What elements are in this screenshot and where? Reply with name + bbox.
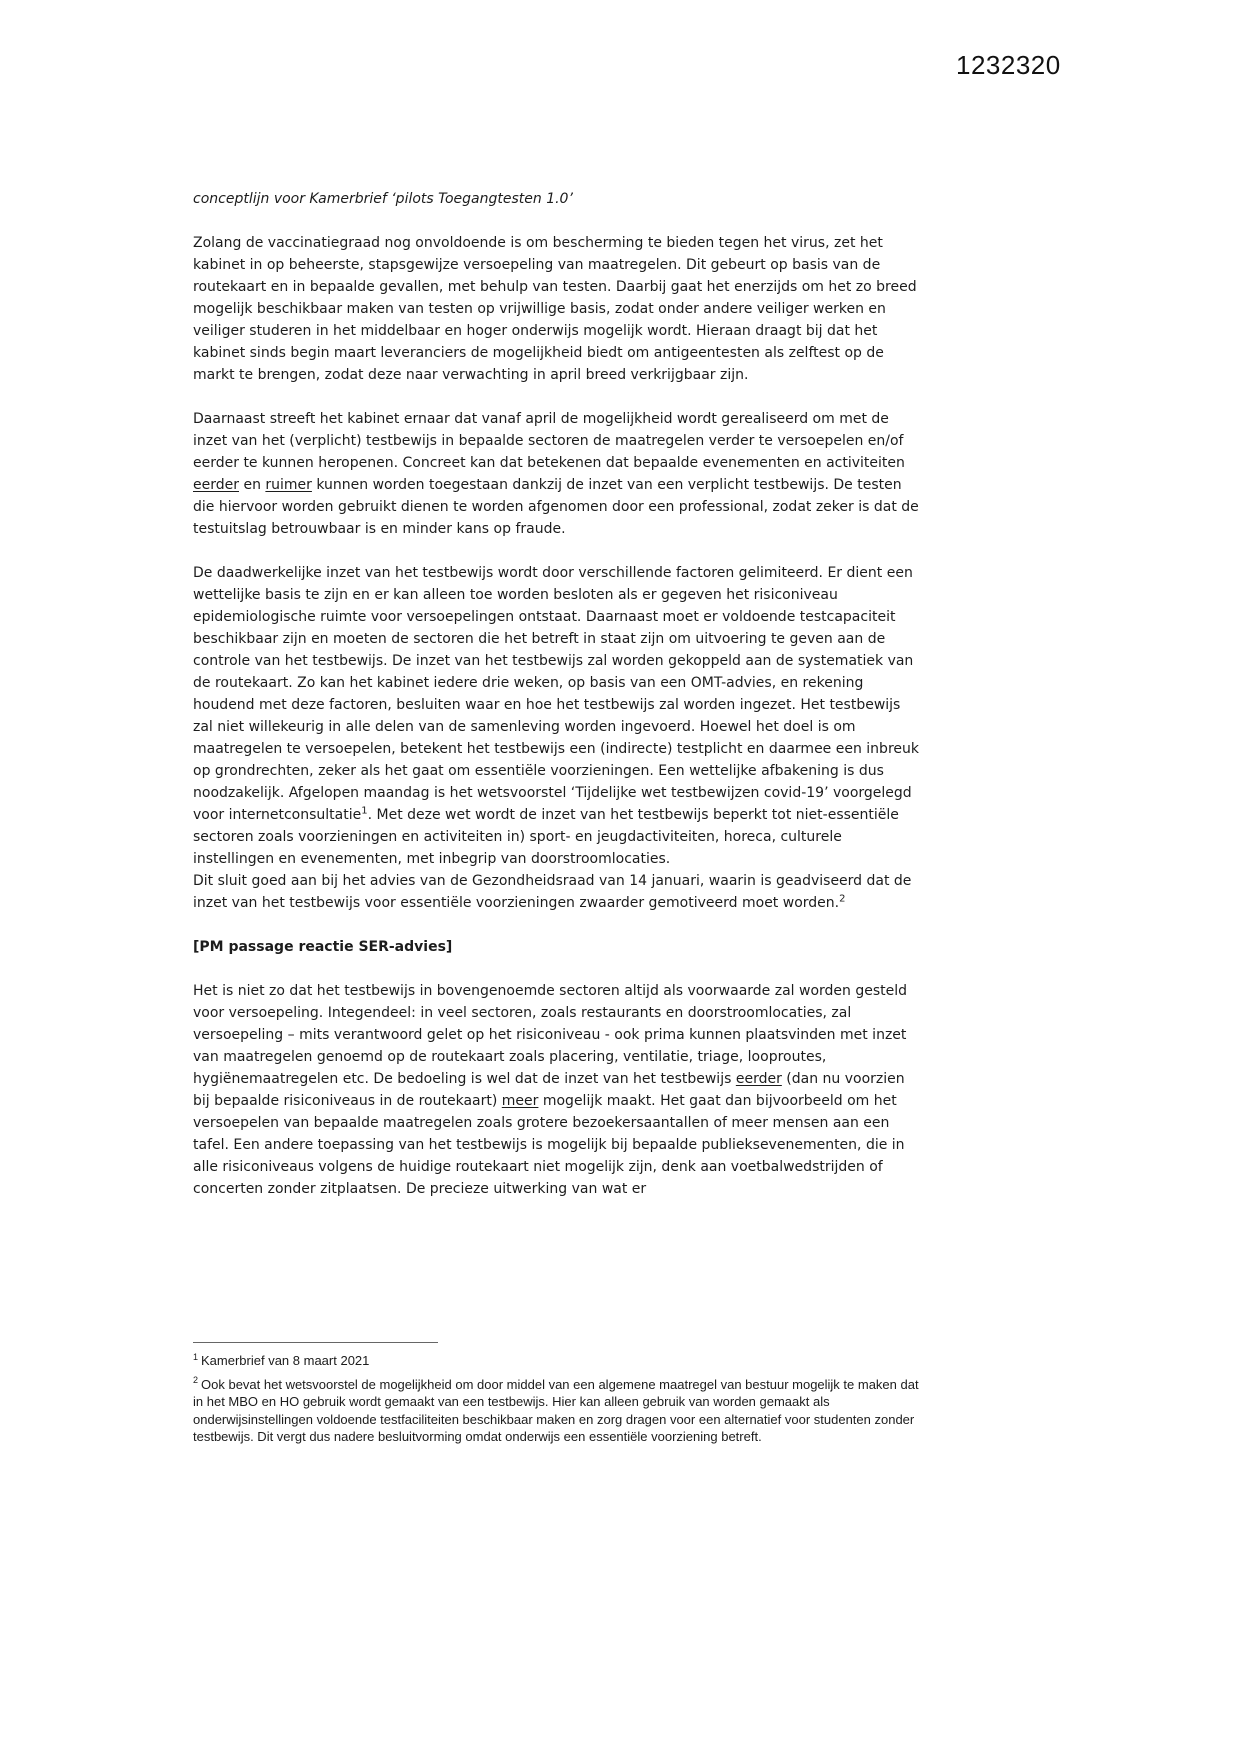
footnote-separator [193,1342,438,1343]
footnotes [193,1342,923,1452]
footnote [193,1376,923,1446]
paragraph: Zolang de vaccinatiegraad nog onvoldoende is om bescherming te bieden tegen het virus, zet het kabinet in op beheerste, stapsgewijze versoepeling van maatregelen. Dit gebeurt op basis van de routekaart en in bepaalde gevallen, met behulp van testen. Daarbij gaat het enerzijds om het zo breed mogelijk beschikbaar maken van testen op vrijwillige basis, zodat onder andere veiliger werken en veiliger studeren in het middelbaar en hoger onderwijs mogelijk wordt. Hieraan draagt bij dat het kabinet sinds begin maart leveranciers de mogelijkheid biedt om antigeentesten als zelftest op de markt te brengen, zodat deze naar verwachting in april breed verkrijgbaar zijn. [193,235,917,383]
paragraph: Daarnaast streeft het kabinet ernaar dat vanaf april de mogelijkheid wordt gerealiseerd om met de inzet van het (verplicht) testbewijs in bepaalde sectoren de maatregelen verder te versoepelen en/of eerder te kunnen heropenen. Concreet kan dat betekenen dat bepaalde evenementen en activiteiten eerder en ruimer kunnen worden toegestaan dankzij de inzet van een verplicht testbewijs. De testen die hiervoor worden gebruikt dienen te worden afgenomen door een professional, zodat zeker is dat de testuitslag betrouwbaar is en minder kans op fraude. [193,411,919,537]
footnote-reference: 1 [361,805,368,817]
paragraph: Dit sluit goed aan bij het advies van de Gezondheidsraad van 14 januari, waarin is geadviseerd dat de inzet van het testbewijs voor essentiële voorzieningen zwaarder gemotiveerd moet worden.$^2$ [193,873,912,911]
document-number: 1232320 [956,50,1061,80]
footnote-mark: 1 [193,1351,199,1362]
footnote-text: Ook bevat het wetsvoorstel de mogelijkheid om door middel van een algemene maatregel van bestuur mogelijk te maken dat in het MBO en HO gebruik wordt gemaakt van een testbewijs. Hier kan alleen gebruik van worden gemaakt als onderwijsinstellingen voldoende testfaciliteiten beschikbaar maken en zorg dragen voor een alternatief voor studenten zonder testbewijs. Dit vergt dus nadere besluitvorming omdat onderwijs een essentiële voorziening betreft. [193,1376,919,1444]
paragraph: De daadwerkelijke inzet van het testbewijs wordt door verschillende factoren gelimiteerd. Er dient een wettelijke basis te zijn en er kan alleen toe worden besloten als er gegeven het risiconiveau epidemiologische ruimte voor versoepelingen ontstaat. Daarnaast moet er voldoende testcapaciteit beschikbaar zijn en moeten de sectoren die het betreft in staat zijn om uitvoering te geven aan de controle van het testbewijs. De inzet van het testbewijs zal worden gekoppeld aan de systematiek van de routekaart. Zo kan het kabinet iedere drie weken, op basis van een OMT-advies, en rekening houdend met deze factoren, besluiten waar en hoe het testbewijs zal worden ingezet. Het testbewijs zal niet willekeurig in alle delen van de samenleving worden ingevoerd. Hoewel het doel is om maatregelen te versoepelen, betekent het testbewijs een (indirecte) testplicht en daarmee een inbreuk op grondrechten, zeker als het gaat om essentiële voorzieningen. Een wettelijke afbakening is dus noodzakelijk. Afgelopen maandag is het wetsvoorstel ‘Tijdelijke wet testbewijzen covid-19’ voorgelegd voor internetconsultatie$^1$. Met deze wet wordt de inzet van het testbewijs beperkt tot niet-essentiële sectoren zoals voorzieningen en activiteiten in) sport- en jeugdactiviteiten, horeca, culturele instellingen en evenementen, met inbegrip van doorstroomlocaties. [193,565,919,867]
footnote [193,1352,923,1370]
paragraph: Het is niet zo dat het testbewijs in bovengenoemde sectoren altijd als voorwaarde zal worden gesteld voor versoepeling. Integendeel: in veel sectoren, zoals restaurants en doorstroomlocaties, zal versoepeling – mits verantwoord gelet op het risiconiveau - ook prima kunnen plaatsvinden met inzet van maatregelen genoemd op de routekaart zoals placering, ventilatie, triage, looproutes, hygiënemaatregelen etc. De bedoeling is wel dat de inzet van het testbewijs eerder (dan nu voorzien bij bepaalde risiconiveaus in de routekaart) meer mogelijk maakt. Het gaat dan bijvoorbeeld om het versoepelen van bepaalde maatregelen zoals grotere bezoekersaantallen of meer mensen aan een tafel. Een andere toepassing van het testbewijs is mogelijk bij bepaalde publieksevenementen, die in alle risiconiveaus volgens de huidige routekaart niet mogelijk zijn, denk aan voetbalwedstrijden of concerten zonder zitplaatsen. De precieze uitwerking van wat er [193,983,908,1197]
section-heading: [PM passage reactie SER-advies] [193,939,453,955]
footnote-reference: 2 [839,893,846,905]
footnote-mark: 2 [193,1375,199,1386]
document-title: conceptlijn voor Kamerbrief ‘pilots Toegangtesten 1.0’ [193,191,573,207]
footnote-text: Kamerbrief van 8 maart 2021 [201,1353,370,1368]
document-body [193,188,923,1200]
